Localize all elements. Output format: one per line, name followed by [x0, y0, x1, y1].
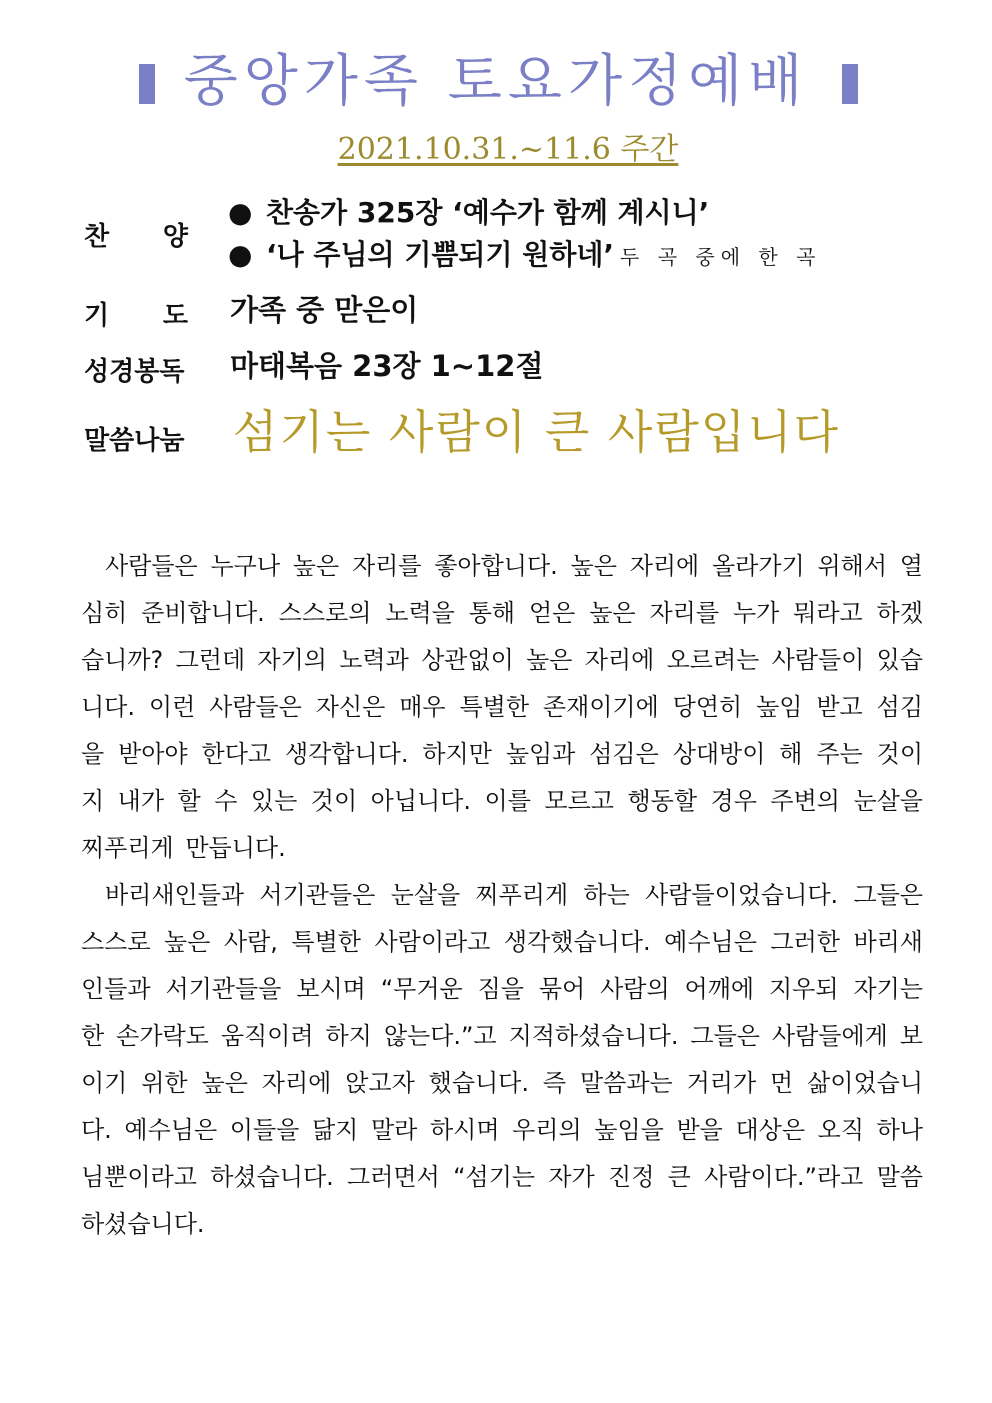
sermon-label: [84, 420, 188, 457]
praise-label-left: 찬: [84, 222, 110, 252]
praise-item-text: 찬송가 325장 ‘예수가 함께 계시니’: [266, 196, 710, 229]
reading-value: 마태복음 23장 1~12절: [230, 349, 544, 383]
week-date: 2021.10.31.~11.6 주간: [337, 132, 679, 167]
bullet-icon: ●: [228, 196, 253, 229]
title-banner: [0, 42, 992, 122]
prayer-label: [84, 295, 188, 332]
body-paragraph-2: 바리새인들과 서기관들은 눈살을 찌푸리게 하는 사람들이었습니다. 그들은 스스로 높은 사람, 특별한 사람이라고 생각했습니다. 예수님은 그러한 바리새인들과 서기관들을 보시며 “무거운 짐을 묶어 사람의 어깨에 지우되 자기는 한 손가락도 움직이려 하지 않는다.”고 지적하셨습니다. 그들은 사람들에게 보이기 위한 높은 자리에 앉고자 했습니다. 즉 말씀과는 거리가 먼 삶이었습니다. 예수님은 이들을 닮지 말라 하시며 우리의 높임을 받을 대상은 오직 하나님뿐이라고 하셨습니다. 그러면서 “섬기는 자가 진정 큰 사람이다.”라고 말씀하셨습니다.: [81, 881, 923, 1238]
praise-item-note: 두 곡 중에 한 곡: [620, 245, 822, 269]
praise-item-1: [228, 193, 709, 233]
body-paragraph-1: 사람들은 누구나 높은 자리를 좋아합니다. 높은 자리에 올라가기 위해서 열심히 준비합니다. 스스로의 노력을 통해 얻은 높은 자리를 누가 뭐라고 하겠습니까? 그런데 자기의 노력과 상관없이 높은 자리에 오르려는 사람들이 있습니다. 이런 사람들은 자신은 매우 특별한 존재이기에 당연히 높임 받고 섬김을 받아야 한다고 생각합니다. 하지만 높임과 섬김은 상대방이 해 주는 것이지 내가 할 수 있는 것이 아닙니다. 이를 모르고 행동할 경우 주변의 눈살을 찌푸리게 만듭니다.: [81, 552, 923, 862]
praise-item-text: ‘나 주님의 기쁨되기 원하네’: [266, 238, 615, 271]
prayer-label-right: 도: [162, 301, 188, 331]
prayer-value: 가족 중 맏은이: [230, 293, 419, 327]
sermon-label-text: 말씀나눔: [84, 426, 185, 456]
sermon-body: [81, 543, 923, 1248]
reading-label-text: 성경봉독: [84, 357, 185, 387]
praise-item-2: [228, 235, 821, 277]
praise-label-right: 양: [162, 222, 188, 252]
sermon-title: 섬기는 사람이 큰 사람입니다: [233, 405, 841, 459]
prayer-label-left: 기: [84, 301, 110, 331]
bullet-icon: ●: [228, 238, 253, 271]
page-title: 중앙가족 토요가정예배: [183, 49, 809, 114]
reading-label: [84, 351, 188, 388]
praise-label: [84, 216, 188, 253]
title-bar-right: [842, 64, 858, 104]
